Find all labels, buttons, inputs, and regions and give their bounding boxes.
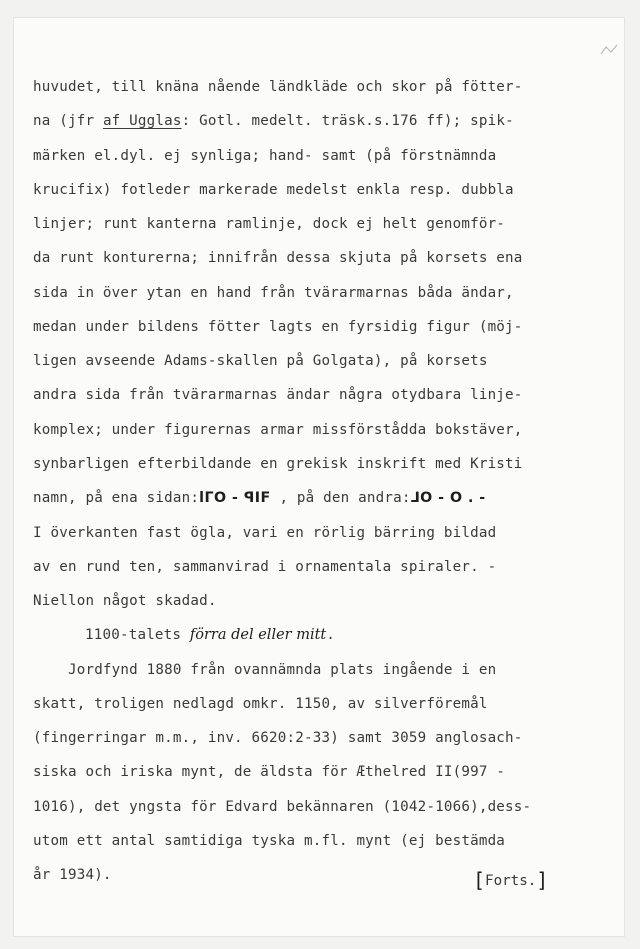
text-line-1: [33, 77, 523, 99]
dating-line: [85, 625, 335, 647]
find-line-2-content: skatt, troligen nedlagd omkr. 1150, av silverföremål: [33, 696, 488, 712]
corner-mark-icon: [598, 42, 622, 58]
find-line-7: [33, 865, 112, 887]
text-line-3: [33, 146, 496, 168]
dating-period: .: [326, 627, 335, 643]
continuation-label: Forts.: [485, 873, 537, 889]
text-line-8-content: medan under bildens fötter lagts en fyrsidig figur (möj-: [33, 319, 523, 335]
text-line-7: [33, 283, 514, 305]
text-line-16-content: Niellon något skadad.: [33, 593, 217, 609]
text-segment: namn, på ena sidan:: [33, 490, 200, 506]
text-line-9: [33, 351, 488, 373]
text-line-11: [33, 420, 523, 442]
text-line-11-content: komplex; under figurernas armar missförstådda bokstäver,: [33, 422, 523, 438]
greek-inscription-glyphs: ⅃O - O . -: [410, 490, 486, 506]
text-line-7-content: sida in över ytan en hand från tvärarmarnas båda ändar,: [33, 285, 514, 301]
find-line-5: [33, 797, 531, 819]
text-segment: na (jfr: [33, 113, 103, 129]
text-line-6-content: da runt konturerna; innifrån dessa skjuta på korsets ena: [33, 250, 523, 266]
find-line-6: [33, 831, 505, 853]
text-line-9-content: ligen avseende Adams-skallen på Golgata), på korsets: [33, 353, 488, 369]
text-line-4-content: krucifix) fotleder markerade medelst enkla resp. dubbla: [33, 182, 514, 198]
greek-inscription-glyphs: lΓO - ꟼIF: [199, 490, 271, 506]
text-line-15: [33, 557, 496, 579]
find-line-3-content: (fingerringar m.m., inv. 6620:2-33) samt 3059 anglosach-: [33, 730, 523, 746]
text-line-8: [33, 317, 523, 339]
text-line-10: [33, 385, 523, 407]
author-reference: af Ugglas: [102, 113, 182, 129]
text-line-14-content: I överkanten fast ögla, vari en rörlig bärring bildad: [33, 525, 497, 541]
handwritten-dating: förra del eller mitt: [189, 627, 327, 643]
dating-printed: 1100-talets: [85, 627, 190, 643]
text-line-6: [33, 248, 523, 270]
bracket-close-icon: ]: [536, 868, 549, 892]
find-line-7-content: år 1934).: [33, 867, 112, 883]
text-line-5: [33, 214, 505, 236]
bracket-open-icon: [: [473, 868, 486, 892]
text-line-14: [33, 523, 496, 545]
text-line-2: [33, 111, 514, 133]
find-line-6-content: utom ett antal samtidiga tyska m.fl. mynt (ej bestämda: [33, 833, 506, 849]
find-line-4-content: siska och iriska mynt, de äldsta för Æthelred II(997 -: [33, 764, 506, 780]
text-line-13: [33, 488, 486, 510]
text-segment: : Gotl. medelt. träsk.s.176 ff); spik-: [181, 113, 514, 129]
text-line-12-content: synbarligen efterbildande en grekisk inskrift med Kristi: [33, 456, 523, 472]
text-line-5-content: linjer; runt kanterna ramlinje, dock ej helt genomför-: [33, 216, 506, 232]
text-line-15-content: av en rund ten, sammanvirad i ornamentala spiraler. -: [33, 559, 497, 575]
find-line-1-content: Jordfynd 1880 från ovannämnda plats ingående i en: [33, 662, 497, 678]
find-line-2: [33, 694, 488, 716]
text-line-4: [33, 180, 514, 202]
text-line-12: [33, 454, 523, 476]
find-line-1: [33, 660, 496, 682]
text-line-16: [33, 591, 217, 613]
text-segment: , på den andra:: [270, 490, 411, 506]
text-line-3-content: märken el.dyl. ej synliga; hand- samt (på förstnämnda: [33, 148, 497, 164]
find-line-4: [33, 762, 505, 784]
find-line-5-content: 1016), det yngsta för Edvard bekännaren (1042-1066),dess-: [33, 799, 532, 815]
text-line-1-content: huvudet, till knäna nående ländkläde och skor på fötter-: [33, 79, 523, 95]
text-line-10-content: andra sida från tvärarmarnas ändar några otydbara linje-: [33, 387, 523, 403]
find-line-3: [33, 728, 523, 750]
continuation-note: [473, 868, 548, 892]
